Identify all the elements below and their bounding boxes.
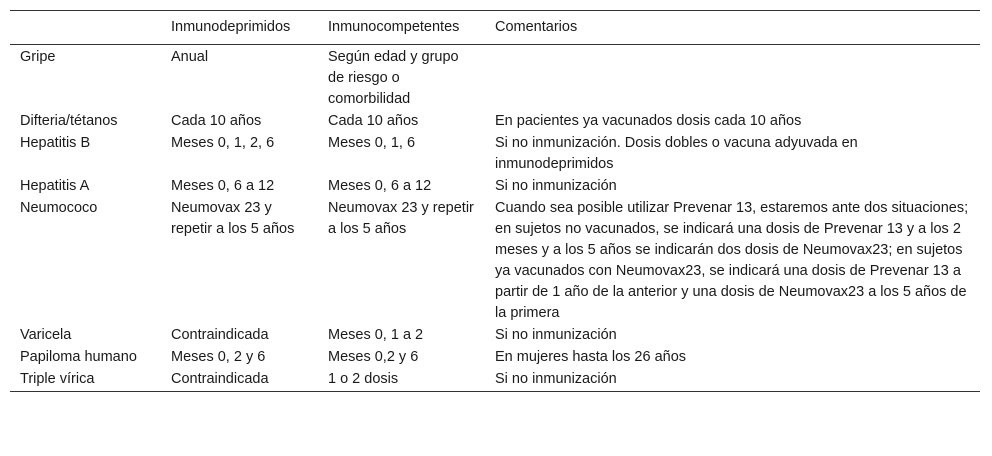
header-immunocompetent: Inmunocompetentes	[328, 19, 460, 35]
immunocompetent-cell: Según edad y grupo de riesgo o comorbilidad	[328, 49, 459, 107]
table-row	[10, 133, 980, 176]
comments-cell: Cuando sea posible utilizar Prevenar 13, estaremos ante dos situaciones; en sujetos no vacunados, se indicará una dosis de Prevenar 13 y a los 2 meses y a los 5 años se indicarán dos dosis de Neumovax23; en sujetos ya vacunados con Neumovax23, se indicará una dosis de Prevenar 13 a partir de 1 año de la anterior y una dosis de Neumovax23 a los 5 años de la primera	[495, 200, 969, 321]
comments-cell: Si no inmunización	[495, 178, 617, 194]
table-row	[10, 45, 980, 112]
comments-cell: En pacientes ya vacunados dosis cada 10 años	[495, 113, 802, 129]
immunocompromised-cell: Contraindicada	[171, 371, 269, 387]
immunocompromised-cell: Anual	[171, 49, 209, 65]
table-row	[10, 198, 980, 325]
comments-cell: Si no inmunización. Dosis dobles o vacuna adyuvada en inmunodeprimidos	[495, 135, 858, 172]
vaccine-name-cell: Neumococo	[20, 200, 98, 216]
immunocompetent-cell: Neumovax 23 y repetir a los 5 años	[328, 200, 474, 237]
immunocompetent-cell: Meses 0, 1, 6	[328, 135, 416, 151]
immunocompromised-cell: Meses 0, 6 a 12	[171, 178, 275, 194]
comments-cell: Si no inmunización	[495, 327, 617, 343]
header-comments: Comentarios	[495, 19, 578, 35]
immunocompetent-cell: Meses 0,2 y 6	[328, 349, 419, 365]
vaccine-name-cell: Papiloma humano	[20, 349, 137, 365]
table-row	[10, 347, 980, 369]
header-immunocompromised: Inmunodeprimidos	[171, 19, 291, 35]
immunocompetent-cell: Cada 10 años	[328, 113, 419, 129]
vaccine-name-cell: Hepatitis B	[20, 135, 91, 151]
vaccination-table	[10, 10, 980, 392]
immunocompromised-cell: Neumovax 23 y repetir a los 5 años	[171, 200, 295, 237]
table-row	[10, 325, 980, 347]
immunocompetent-cell: Meses 0, 6 a 12	[328, 178, 432, 194]
vaccination-table-container	[10, 10, 980, 392]
table-row	[10, 111, 980, 133]
immunocompromised-cell: Meses 0, 2 y 6	[171, 349, 266, 365]
immunocompetent-cell: 1 o 2 dosis	[328, 371, 399, 387]
immunocompromised-cell: Meses 0, 1, 2, 6	[171, 135, 275, 151]
immunocompromised-cell: Cada 10 años	[171, 113, 262, 129]
comments-cell	[485, 45, 980, 112]
comments-cell: En mujeres hasta los 26 años	[495, 349, 687, 365]
vaccine-name-cell: Varicela	[20, 327, 72, 343]
comments-cell: Si no inmunización	[495, 371, 617, 387]
table-header-row	[10, 11, 980, 45]
vaccine-name-cell: Difteria/tétanos	[20, 113, 118, 129]
immunocompetent-cell: Meses 0, 1 a 2	[328, 327, 424, 343]
table-row	[10, 369, 980, 392]
vaccine-name-cell: Hepatitis A	[20, 178, 90, 194]
header-vaccine	[10, 11, 161, 45]
vaccine-name-cell: Gripe	[20, 49, 56, 65]
immunocompromised-cell: Contraindicada	[171, 327, 269, 343]
table-row	[10, 176, 980, 198]
vaccine-name-cell: Triple vírica	[20, 371, 95, 387]
